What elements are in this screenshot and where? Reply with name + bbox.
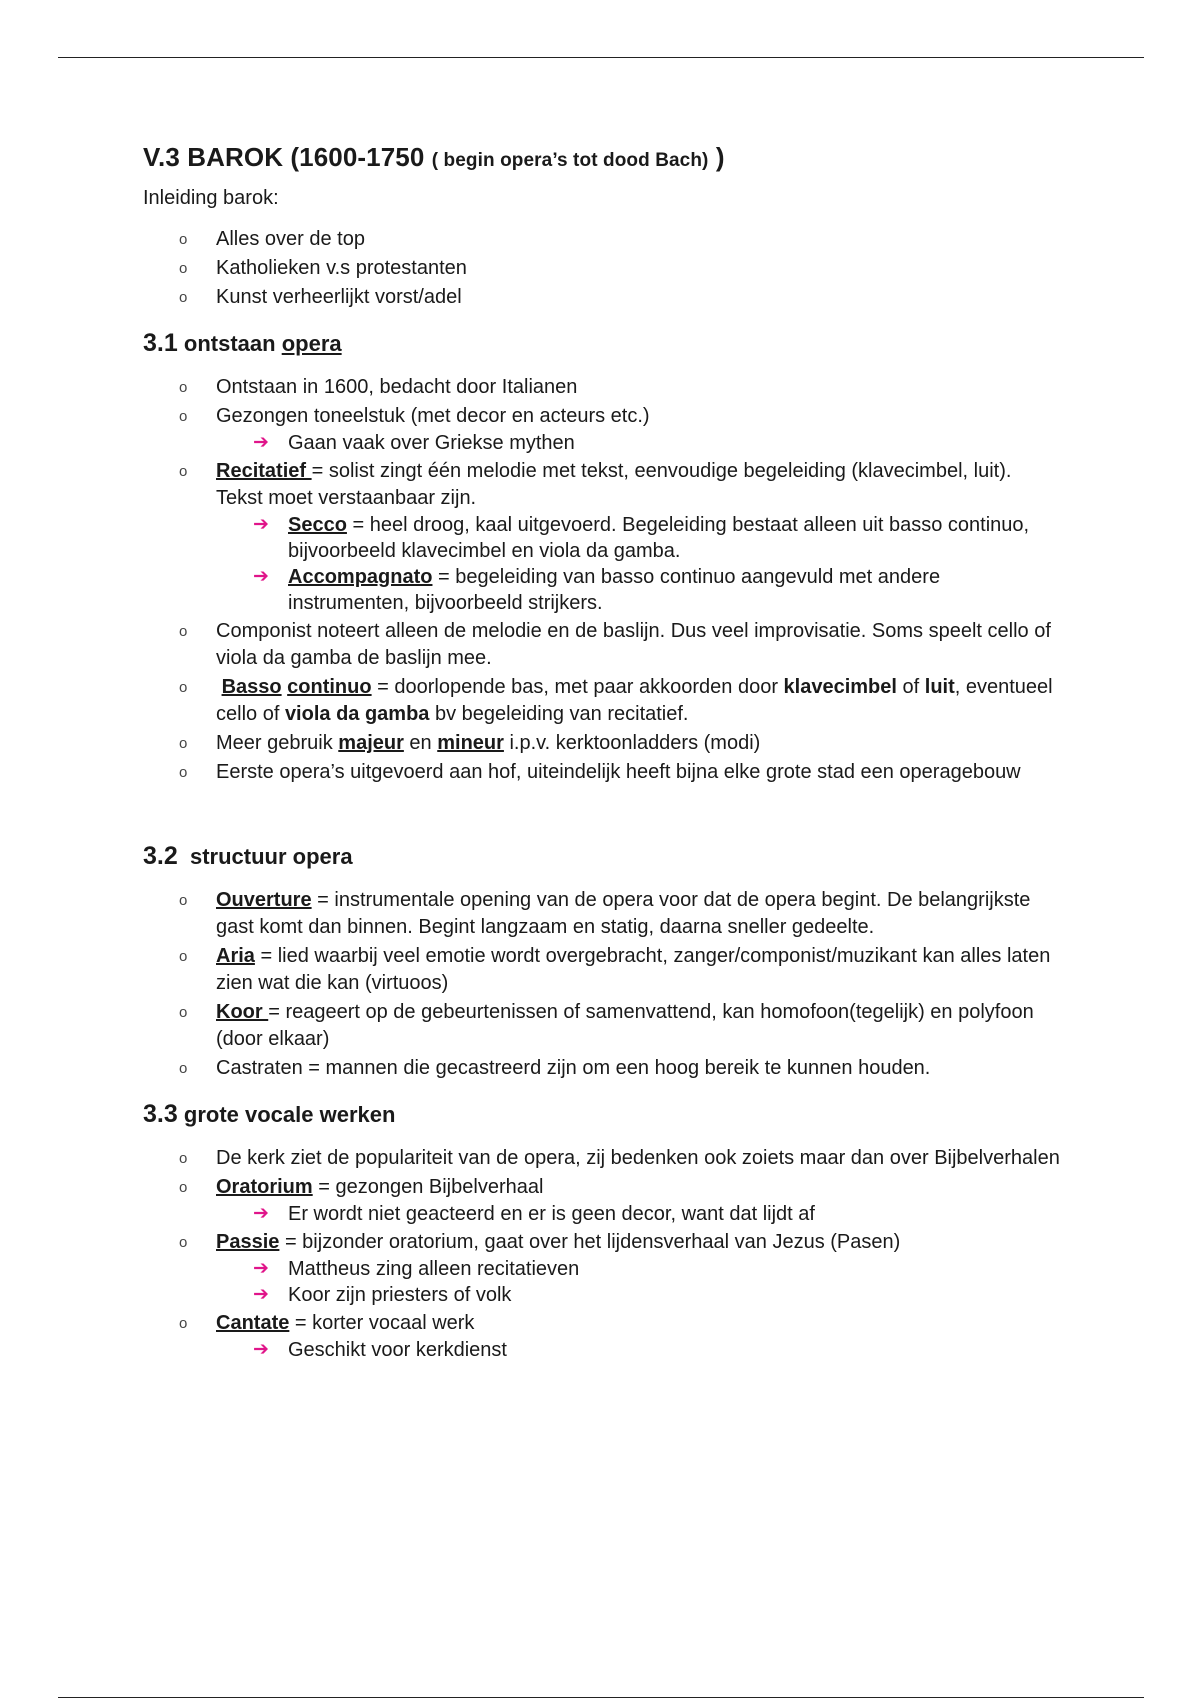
list-item-text: Meer gebruik bbox=[216, 732, 339, 754]
sub-list-item: ➔ Er wordt niet geacteerd en er is geen decor, want dat lijdt af bbox=[216, 1201, 1063, 1227]
list-item-text: en bbox=[403, 732, 438, 754]
section-heading-3-2 bbox=[143, 842, 1063, 871]
bottom-rule bbox=[58, 1697, 1144, 1698]
list-item-text: = lied waarbij veel emotie wordt overgebracht, zanger/componist/muzikant kan alles laten zien wat die kan (virtuoos) bbox=[216, 945, 1051, 994]
sub-list bbox=[216, 1256, 1063, 1308]
sub-list bbox=[216, 1201, 1063, 1227]
list-item: o Castraten = mannen die gecastreerd zijn om een hoog bereik te kunnen houden. bbox=[143, 1055, 1063, 1082]
list-item-text: = gezongen Bijbelverhaal bbox=[312, 1176, 544, 1198]
title-subtitle: ( begin opera’s tot dood Bach) bbox=[431, 150, 709, 171]
term: Ouverture bbox=[216, 889, 312, 911]
list-item-text: = bijzonder oratorium, gaat over het lijdensverhaal van Jezus (Pasen) bbox=[279, 1231, 901, 1253]
list-item bbox=[143, 1310, 1063, 1363]
list-item-text: = doorlopende bas, met paar akkoorden door bbox=[371, 676, 784, 698]
section-title: grote vocale werken bbox=[183, 1102, 396, 1127]
sub-list bbox=[216, 1337, 1063, 1363]
term: Oratorium bbox=[216, 1176, 313, 1198]
section-title: ontstaan bbox=[183, 331, 276, 356]
sub-list-item bbox=[216, 564, 1063, 616]
list-item-text: = korter vocaal werk bbox=[289, 1312, 475, 1334]
list-item bbox=[143, 403, 1063, 456]
term: majeur bbox=[338, 732, 404, 754]
term: Accompagnato bbox=[288, 566, 433, 588]
term: Aria bbox=[216, 945, 255, 967]
sub-list-item-text: = heel droog, kaal uitgevoerd. Begeleiding bestaat alleen uit basso continuo, bijvoorbeeld klavecimbel en viola da gamba. bbox=[288, 514, 1030, 562]
list-item bbox=[143, 943, 1063, 997]
term: Recitatief bbox=[216, 460, 312, 482]
sub-list-item: ➔ Mattheus zing alleen recitatieven bbox=[216, 1256, 1063, 1282]
bold-text: viola da gamba bbox=[284, 703, 430, 725]
sub-list-item: ➔ Geschikt voor kerkdienst bbox=[216, 1337, 1063, 1363]
list-item-text: = reageert op de gebeurtenissen of samenvattend, kan homofoon(tegelijk) en polyfoon (door elkaar) bbox=[216, 1001, 1034, 1050]
section-title-underlined: opera bbox=[281, 331, 342, 356]
list-item bbox=[143, 887, 1063, 941]
list-item-text: Gezongen toneelstuk (met decor en acteurs etc.) bbox=[216, 405, 650, 427]
intro-list bbox=[143, 226, 1063, 311]
list-item-text: i.p.v. kerktoonladders (modi) bbox=[503, 732, 761, 754]
term: mineur bbox=[437, 732, 504, 754]
list-item: o Alles over de top bbox=[143, 226, 1063, 253]
list-item: o Kunst verheerlijkt vorst/adel bbox=[143, 284, 1063, 311]
list-item: o Eerste opera’s uitgevoerd aan hof, uiteindelijk heeft bijna elke grote stad een operagebouw bbox=[143, 759, 1063, 786]
page-title bbox=[143, 142, 1063, 173]
term: Cantate bbox=[216, 1312, 290, 1334]
term: Passie bbox=[216, 1231, 280, 1253]
list-item: o Ontstaan in 1600, bedacht door Italianen bbox=[143, 374, 1063, 401]
sub-list-item bbox=[216, 512, 1063, 564]
list-item-text: bv begeleiding van recitatief. bbox=[429, 703, 689, 725]
sub-list-item-text: = begeleiding van basso continuo aangevuld met andere instrumenten, bijvoorbeeld strijkers. bbox=[288, 566, 941, 614]
sub-list bbox=[216, 512, 1063, 616]
term: Secco bbox=[288, 514, 347, 536]
section-title: structuur opera bbox=[190, 844, 353, 869]
intro-label: Inleiding barok: bbox=[143, 187, 279, 209]
list-item-text: of bbox=[896, 676, 925, 698]
section-3-2-list bbox=[143, 887, 1063, 1082]
title-main: V.3 BAROK (1600-1750 bbox=[143, 142, 425, 172]
term: continuo bbox=[287, 676, 372, 698]
list-item-text: = solist zingt één melodie met tekst, eenvoudige begeleiding (klavecimbel, luit). Tekst moet verstaanbaar zijn. bbox=[216, 460, 1012, 509]
term: Basso bbox=[221, 676, 282, 698]
section-number: 3.2 bbox=[143, 842, 178, 870]
list-item bbox=[143, 458, 1063, 616]
spacer bbox=[143, 804, 1063, 842]
section-number: 3.1 bbox=[143, 329, 178, 357]
list-item bbox=[143, 999, 1063, 1053]
list-item bbox=[143, 730, 1063, 757]
list-item: o Katholieken v.s protestanten bbox=[143, 255, 1063, 282]
section-heading-3-1 bbox=[143, 329, 1063, 358]
section-3-3-list bbox=[143, 1145, 1063, 1363]
section-3-1-list bbox=[143, 374, 1063, 786]
list-item-text: , eventueel cello of bbox=[216, 676, 1053, 725]
sub-list bbox=[216, 430, 1063, 456]
top-rule bbox=[58, 57, 1144, 58]
bold-text: klavecimbel bbox=[783, 676, 897, 698]
list-item bbox=[143, 1229, 1063, 1308]
list-item: o De kerk ziet de populariteit van de opera, zij bedenken ook zoiets maar dan over Bijbelverhalen bbox=[143, 1145, 1063, 1172]
document-body bbox=[143, 142, 1063, 1381]
sub-list-item: ➔ Koor zijn priesters of volk bbox=[216, 1282, 1063, 1308]
list-item bbox=[143, 674, 1063, 728]
list-item-text: = instrumentale opening van de opera voor dat de opera begint. De belangrijkste gast komt dan binnen. Begint langzaam en statig, daarna sneller gedeelte. bbox=[216, 889, 1031, 938]
bold-text: luit bbox=[924, 676, 955, 698]
section-heading-3-3 bbox=[143, 1100, 1063, 1129]
list-item bbox=[143, 1174, 1063, 1227]
list-item: o Componist noteert alleen de melodie en de baslijn. Dus veel improvisatie. Soms speelt cello of viola da gamba de baslijn mee. bbox=[143, 618, 1063, 672]
title-close: ) bbox=[715, 142, 725, 172]
section-number: 3.3 bbox=[143, 1100, 178, 1128]
term: Koor bbox=[216, 1001, 269, 1023]
sub-list-item: ➔ Gaan vaak over Griekse mythen bbox=[216, 430, 1063, 456]
